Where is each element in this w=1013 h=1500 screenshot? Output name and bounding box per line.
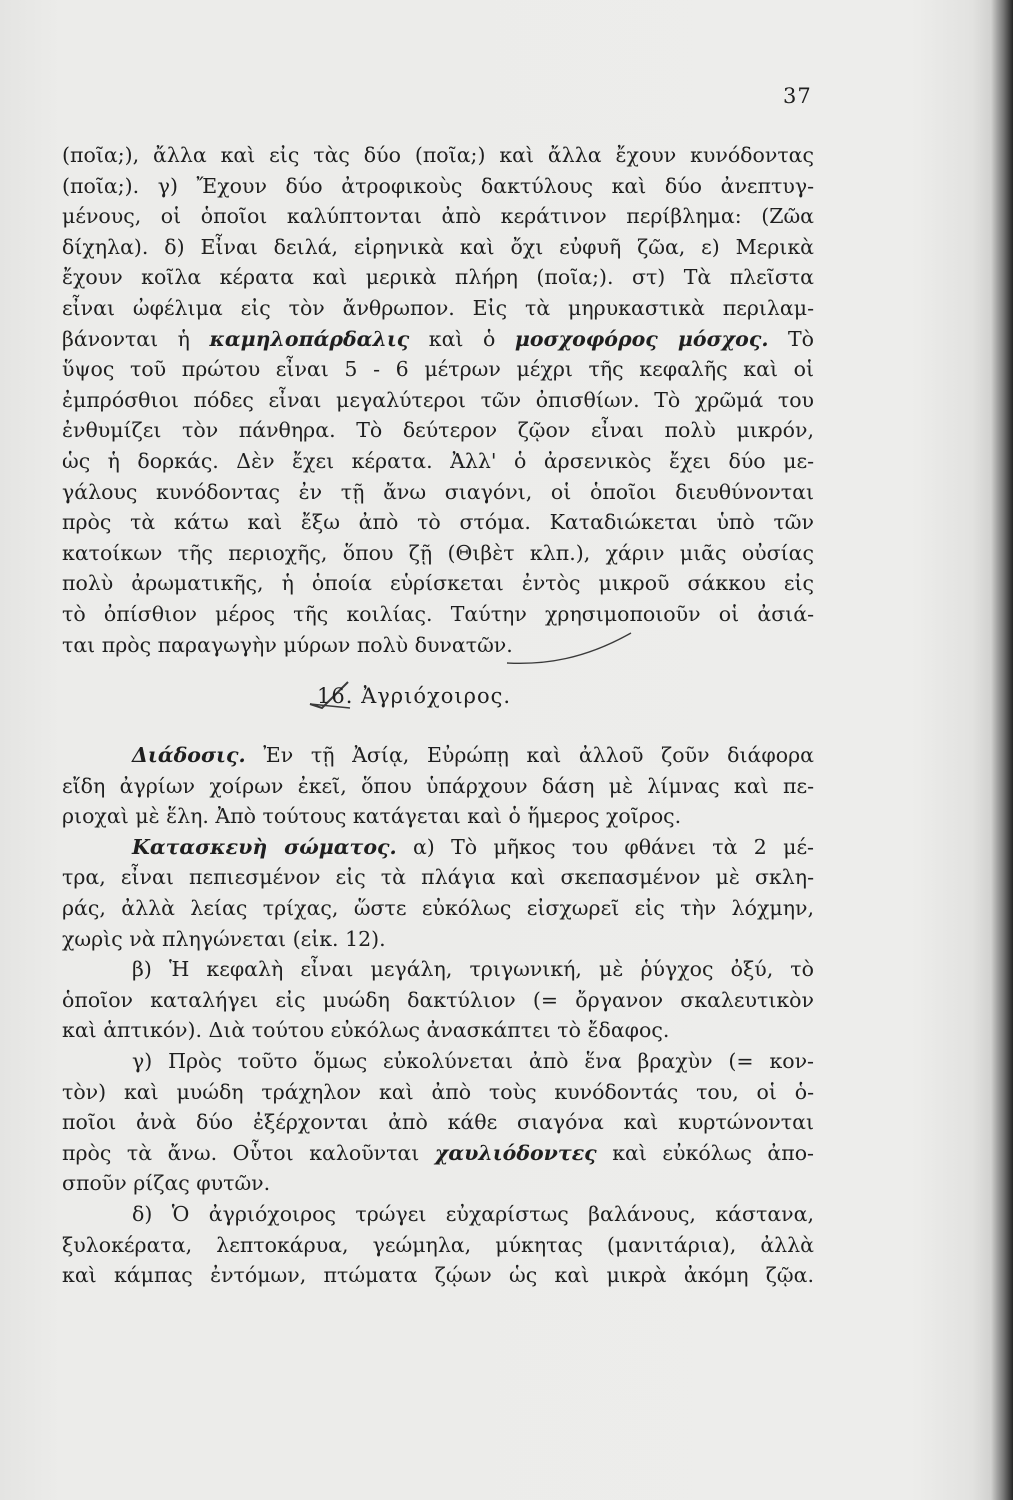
text-line: καὶ ἁπτικόν). Διὰ τούτου εὐκόλως ἀνασκάπτει τὸ ἔδαφος. [62,1018,670,1043]
text-line: εἶναι ὠφέλιμα εἰς τὸν ἄνθρωπον. Εἰς τὰ μηρυκαστικὰ περιλαμ- [62,295,814,320]
text-line: ἐνθυμίζει τὸν πάνθηρα. Τὸ δεύτερον ζῷον εἶναι πολὺ μικρόν, [62,418,814,443]
text-line: γάλους κυνόδοντας ἐν τῇ ἄνω σιαγόνι, οἱ ὁποῖοι διευθύνονται [62,479,814,504]
text-line: εἴδη ἀγρίων χοίρων ἐκεῖ, ὅπου ὑπάρχουν δάση μὲ λίμνας καὶ πε- [62,773,814,798]
text-fragment: α) Τὸ μῆκος του φθάνει τὰ 2 μέ- [412,834,814,859]
term-tusks: χαυλιόδοντες [434,1140,597,1165]
text-line: ἐμπρόσθιοι πόδες εἶναι μεγαλύτεροι τῶν ὀπισθίων. Τὸ χρῶμά του [62,387,814,412]
text-line: κατοίκων τῆς περιοχῆς, ὅπου ζῇ (Θιβὲτ κλπ.), χάριν μιᾶς οὐσίας [62,540,814,565]
pencil-underline-mark-icon [505,629,635,669]
term-diadosis: Διάδοσις. [132,743,246,768]
text-line: ὁποῖον καταλήγει εἰς μυώδη δακτύλιον (= ὄργανον σκαλευτικὸν [62,987,814,1012]
text-line [62,832,814,863]
term-musk-deer: μοσχοφόρος μόσχος. [514,326,769,351]
text-line: πρὸς τὰ κάτω καὶ ἔξω ἀπὸ τὸ στόμα. Καταδιώκεται ὑπὸ τῶν [62,510,814,535]
text-line: καὶ κάμπας ἐντόμων, πτώματα ζῴων ὡς καὶ μικρὰ ἀκόμη ζῷα. [62,1263,814,1288]
term-kataskevi: Κατασκευὴ σώματος. [132,834,397,859]
text-line: ἔχουν κοῖλα κέρατα καὶ μερικὰ πλήρη (ποῖα;). στ) Τὰ πλεῖστα [62,265,814,290]
term-camelopard: καμηλοπάρδαλις [209,326,410,351]
text-line [62,740,814,771]
text-line: μένους, οἱ ὁποῖοι καλύπτονται ἀπὸ κεράτινον περίβλημα: (Ζῶα [62,204,814,229]
section-heading-block [62,660,814,740]
page-number: 37 [783,84,812,108]
text-line [62,324,814,355]
text-line [62,1138,814,1169]
text-fragment: καὶ εὐκόλως ἀπο- [612,1140,814,1165]
text-line: γ) Πρὸς τοῦτο ὅμως εὐκολύνεται ἀπὸ ἕνα βραχὺν (= κον- [132,1049,814,1074]
text-line: ξυλοκέρατα, λεπτοκάρυα, γεώμηλα, μύκητας (μανιτάρια), ἀλλὰ [62,1232,814,1257]
text-line: (ποῖα;), ἄλλα καὶ εἰς τὰς δύο (ποῖα;) καὶ ἄλλα ἔχουν κυνόδοντας [62,143,814,167]
text-line: πολὺ ἀρωματικῆς, ἡ ὁποία εὑρίσκεται ἐντὸς μικροῦ σάκκου εἰς [62,571,814,596]
text-fragment: Τὸ [787,326,814,351]
section-heading: 16. Ἀγριόχοιρος. [317,684,512,709]
text-line: ὡς ἡ δορκάς. Δὲν ἔχει κέρατα. Ἀλλ' ὁ ἀρσενικὸς ἔχει δύο με- [62,448,814,473]
text-fragment: Ἐν τῇ Ἀσίᾳ, Εὐρώπῃ καὶ ἀλλοῦ ζοῦν διάφορα [263,743,814,768]
page-body-text [62,140,814,1291]
text-line: (ποῖα;). γ) Ἔχουν δύο ἀτροφικοὺς δακτύλους καὶ δύο ἀνεπτυγ- [62,173,814,198]
text-line: σποῦν ρίζας φυτῶν. [62,1171,271,1196]
page-binding-shadow [991,0,1013,1500]
text-fragment: πρὸς τὰ ἄνω. Οὗτοι καλοῦνται [62,1140,420,1165]
text-line: τὸν) καὶ μυώδη τράχηλον καὶ ἀπὸ τοὺς κυνόδοντάς του, οἱ ὁ- [62,1079,814,1104]
text-line: τὸ ὀπίσθιον μέρος τῆς κοιλίας. Ταύτην χρησιμοποιοῦν οἱ ἀσιά- [62,601,814,626]
text-line: ράς, ἀλλὰ λείας τρίχας, ὥστε εὐκόλως εἰσχωρεῖ εἰς τὴν λόχμην, [62,896,814,921]
text-fragment: καὶ ὁ [428,326,496,351]
text-line: ται πρὸς παραγωγὴν μύρων πολὺ δυνατῶν. [62,632,513,657]
text-line: β) Ἡ κεφαλὴ εἶναι μεγάλη, τριγωνική, μὲ ῥύγχος ὀξύ, τὸ [132,957,814,982]
text-line: δ) Ὁ ἀγριόχοιρος τρώγει εὐχαρίστως βαλάνους, κάστανα, [132,1202,814,1226]
text-line: ριοχαὶ μὲ ἕλη. Ἀπὸ τούτους κατάγεται καὶ ὁ ἥμερος χοῖρος. [62,804,682,829]
text-line: ποῖοι ἀνὰ δύο ἐξέρχονται ἀπὸ κάθε σιαγόνα καὶ κυρτώνονται [62,1110,814,1135]
text-line: χωρὶς νὰ πληγώνεται (εἰκ. 12). [62,926,386,951]
text-line: δίχηλα). δ) Εἶναι δειλά, εἰρηνικὰ καὶ ὄχι εὐφυῆ ζῶα, ε) Μερικὰ [62,234,814,259]
text-fragment: βάνονται ἡ [62,326,190,351]
text-line: ὕψος τοῦ πρώτου εἶναι 5 - 6 μέτρων μέχρι τῆς κεφαλῆς καὶ οἱ [62,357,814,382]
text-line: τρα, εἶναι πεπιεσμένον εἰς τὰ πλάγια καὶ σκεπασμένον μὲ σκλη- [62,865,814,890]
